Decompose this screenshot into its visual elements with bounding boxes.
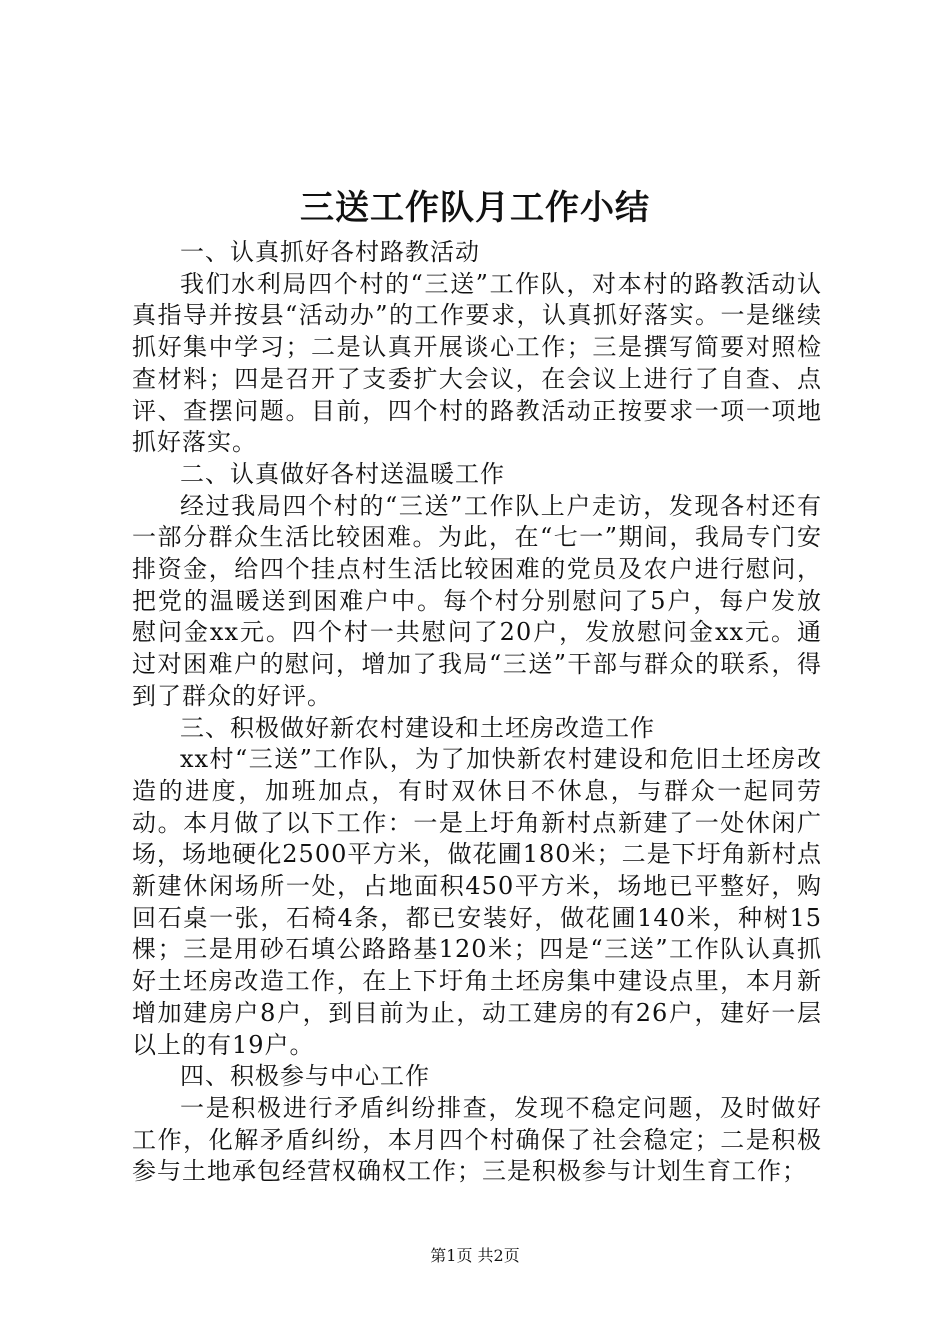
section-heading-3: 三、积极做好新农村建设和土坯房改造工作 (180, 713, 655, 742)
section-heading-2: 二、认真做好各村送温暖工作 (180, 459, 505, 488)
section-paragraph-2: 经过我局四个村的“三送”工作队上户走访，发现各村还有一部分群众生活比较困难。为此，在“七一”期间，我局专门安排资金，给四个挂点村生活比较困难的党员及农户进行慰问，把党的温暖送到困难户中。每个村分别慰问了5户，每户发放慰问金xx元。四个村一共慰问了20户，发放慰问金xx元。通过对困难户的慰问，增加了我局“三送”干部与群众的联系，得到了群众的好评。 (132, 491, 822, 710)
section-paragraph-3: xx村“三送”工作队，为了加快新农村建设和危旧土坯房改造的进度，加班加点，有时双休日不休息，与群众一起同劳动。本月做了以下工作：一是上圩角新村点新建了一处休闲广场，场地硬化2500平方米，做花圃180米；二是下圩角新村点新建休闲场所一处，占地面积450平方米，场地已平整好，购回石桌一张，石椅4条，都已安装好，做花圃140米，种树15棵；三是用砂石填公路路基120米；四是“三送”工作队认真抓好土坯房改造工作，在上下圩角土坯房集中建设点里，本月新增加建房户8户，到目前为止，动工建房的有26户，建好一层以上的有19户。 (132, 745, 822, 1059)
document-title: 三送工作队月工作小结 (300, 188, 650, 228)
section-paragraph-1: 我们水利局四个村的“三送”工作队，对本村的路教活动认真指导并按县“活动办”的工作要求，认真抓好落实。一是继续抓好集中学习；二是认真开展谈心工作；三是撰写简要对照检查材料；四是召开了支委扩大会议，在会议上进行了自查、点评、查摆问题。目前，四个村的路教活动正按要求一项一项地抓好落实。 (132, 269, 822, 457)
page-number: 第1页 共2页 (430, 1246, 520, 1265)
document-body (132, 237, 822, 1188)
section-heading-4: 四、积极参与中心工作 (180, 1062, 430, 1091)
section-paragraph-4: 一是积极进行矛盾纠纷排查，发现不稳定问题，及时做好工作，化解矛盾纠纷，本月四个村确保了社会稳定；二是积极参与土地承包经营权确权工作；三是积极参与计划生育工作； (132, 1093, 822, 1186)
section-heading-1: 一、认真抓好各村路教活动 (180, 238, 480, 266)
